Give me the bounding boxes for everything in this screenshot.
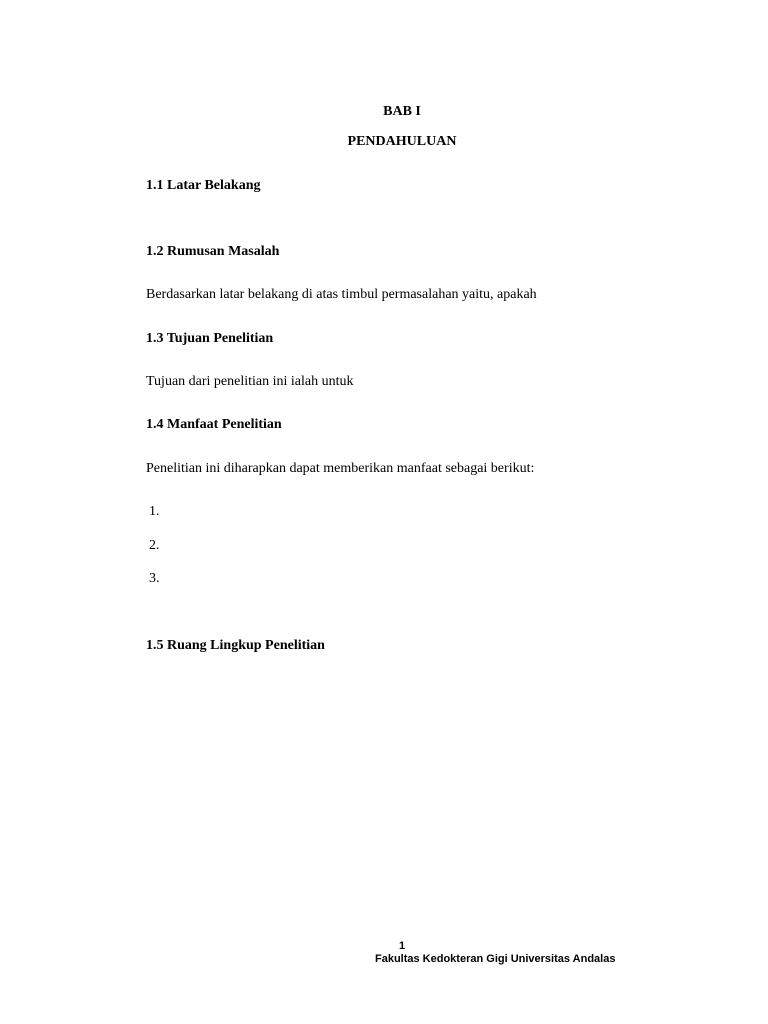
footer-institution: Fakultas Kedokteran Gigi Universitas Andalas (375, 953, 616, 965)
section-heading-manfaat-penelitian: 1.4 Manfaat Penelitian (146, 417, 282, 432)
list-item: 2. (149, 538, 160, 553)
chapter-number: BAB I (383, 104, 421, 119)
section-heading-ruang-lingkup: 1.5 Ruang Lingkup Penelitian (146, 638, 325, 653)
section-heading-rumusan-masalah: 1.2 Rumusan Masalah (146, 244, 280, 259)
list-item: 3. (149, 571, 160, 586)
section-heading-latar-belakang: 1.1 Latar Belakang (146, 178, 261, 193)
page-number: 1 (398, 940, 406, 952)
section-text-rumusan-masalah: Berdasarkan latar belakang di atas timbul permasalahan yaitu, apakah (146, 287, 537, 302)
list-item: 1. (149, 504, 160, 519)
chapter-title: PENDAHULUAN (347, 134, 457, 149)
section-text-manfaat-penelitian: Penelitian ini diharapkan dapat memberikan manfaat sebagai berikut: (146, 461, 535, 476)
section-text-tujuan-penelitian: Tujuan dari penelitian ini ialah untuk (146, 374, 354, 389)
section-heading-tujuan-penelitian: 1.3 Tujuan Penelitian (146, 331, 274, 346)
